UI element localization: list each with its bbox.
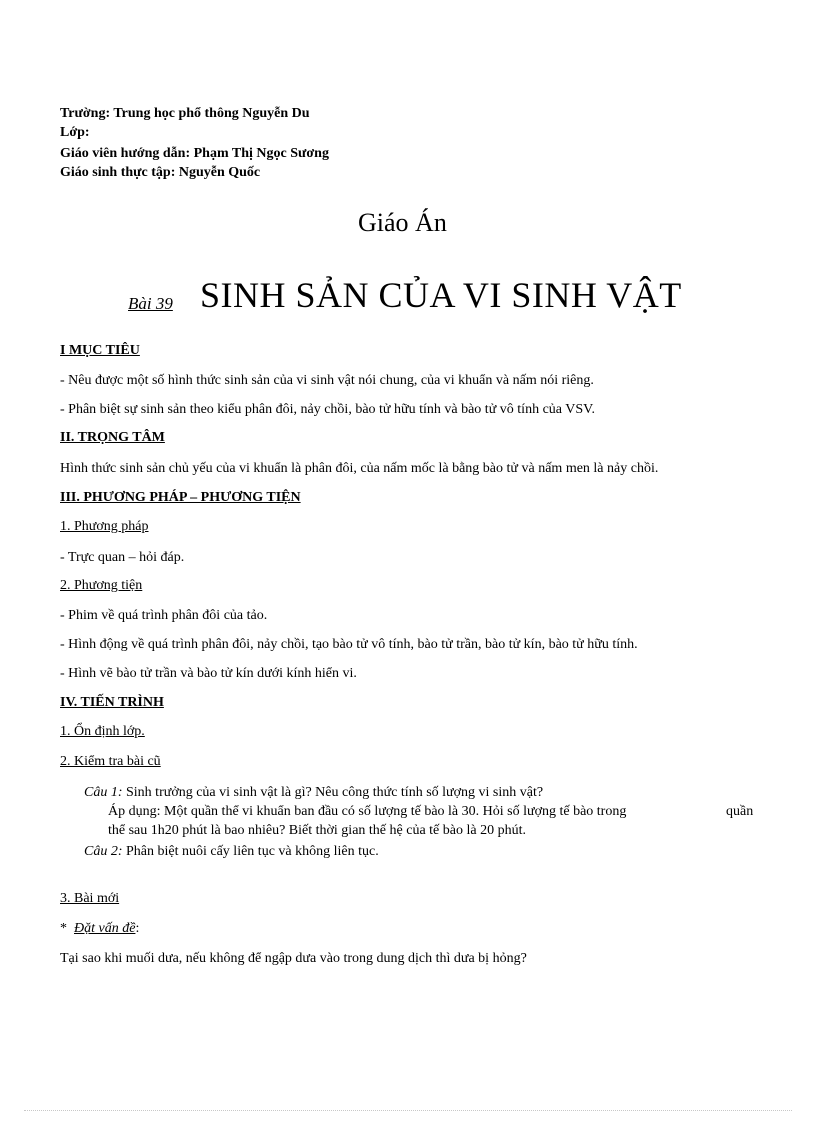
question-1-text: Sinh trưởng của vi sinh vật là gì? Nêu công thức tính số lượng vi sinh vật?: [122, 785, 544, 800]
intro-question: Tại sao khi muối dưa, nếu không để ngập dưa vào trong dung dịch thì dưa bị hỏng?: [60, 951, 527, 966]
material-item-1: - Phim về quá trình phân đôi của tảo.: [60, 608, 268, 623]
new-lesson-subheading: 3. Bài mới: [60, 891, 120, 906]
intro-colon: :: [135, 921, 140, 936]
intro-label: Đặt vấn đề: [74, 921, 136, 936]
student-teacher-line: Giáo sinh thực tập: Nguyễn Quốc: [60, 165, 261, 180]
intro-star: *: [60, 921, 67, 936]
question-2-text: Phân biệt nuôi cấy liên tục và không liên tục.: [122, 844, 379, 859]
material-item-3: - Hình vẽ bào tử trần và bào tử kín dưới kính hiển vi.: [60, 666, 357, 681]
question-2-label: Câu 2:: [84, 844, 123, 859]
question-2: [84, 843, 379, 861]
question-1-apply-line-1: Áp dụng: Một quần thể vi khuẩn ban đầu có số lượng tế bào là 30. Hỏi số lượng tế bào trong: [108, 804, 627, 819]
materials-subheading: 2. Phương tiện: [60, 578, 143, 593]
objective-item-1: - Nêu được một số hình thức sinh sản của vi sinh vật nói chung, của vi khuẩn và nấm nói riêng.: [60, 373, 594, 388]
section-methods-heading: III. PHƯƠNG PHÁP – PHƯƠNG TIỆN: [60, 490, 301, 505]
lesson-title: SINH SẢN CỦA VI SINH VẬT: [200, 275, 682, 315]
question-1-apply-word: quần: [726, 804, 754, 819]
question-1: [84, 784, 543, 802]
methods-text: - Trực quan – hỏi đáp.: [60, 550, 185, 565]
class-line: Lớp:: [60, 125, 90, 140]
focus-text: Hình thức sinh sản chủ yếu của vi khuẩn là phân đôi, của nấm mốc là bằng bào tử và nấm men là nảy chồi.: [60, 461, 659, 476]
methods-subheading: 1. Phương pháp: [60, 519, 149, 534]
document-title: Giáo Án: [358, 208, 447, 237]
question-1-apply-line-2: thể sau 1h20 phút là bao nhiêu? Biết thời gian thế hệ của tế bào là 20 phút.: [108, 823, 526, 838]
school-line: Trường: Trung học phổ thông Nguyễn Du: [60, 106, 310, 121]
review-subheading: 2. Kiểm tra bài cũ: [60, 754, 161, 769]
question-1-label: Câu 1:: [84, 785, 123, 800]
objective-item-2: - Phân biệt sự sinh sản theo kiểu phân đôi, nảy chồi, bào tử hữu tính và bào tử vô tính của VSV.: [60, 402, 595, 417]
section-objectives-heading: I MỤC TIÊU: [60, 343, 140, 358]
section-focus-heading: II. TRỌNG TÂM: [60, 430, 165, 445]
class-organization-subheading: 1. Ổn định lớp.: [60, 724, 145, 739]
section-procedure-heading: IV. TIẾN TRÌNH: [60, 695, 164, 710]
teacher-line: Giáo viên hướng dẫn: Phạm Thị Ngọc Sương: [60, 146, 329, 161]
lesson-number: Bài 39: [128, 294, 173, 313]
intro-heading: [60, 920, 139, 938]
page-bottom-divider: [24, 1110, 792, 1111]
material-item-2: - Hình động về quá trình phân đôi, nảy chồi, tạo bào tử vô tính, bào tử trần, bào tử kín, bào tử hữu tính.: [60, 637, 638, 652]
